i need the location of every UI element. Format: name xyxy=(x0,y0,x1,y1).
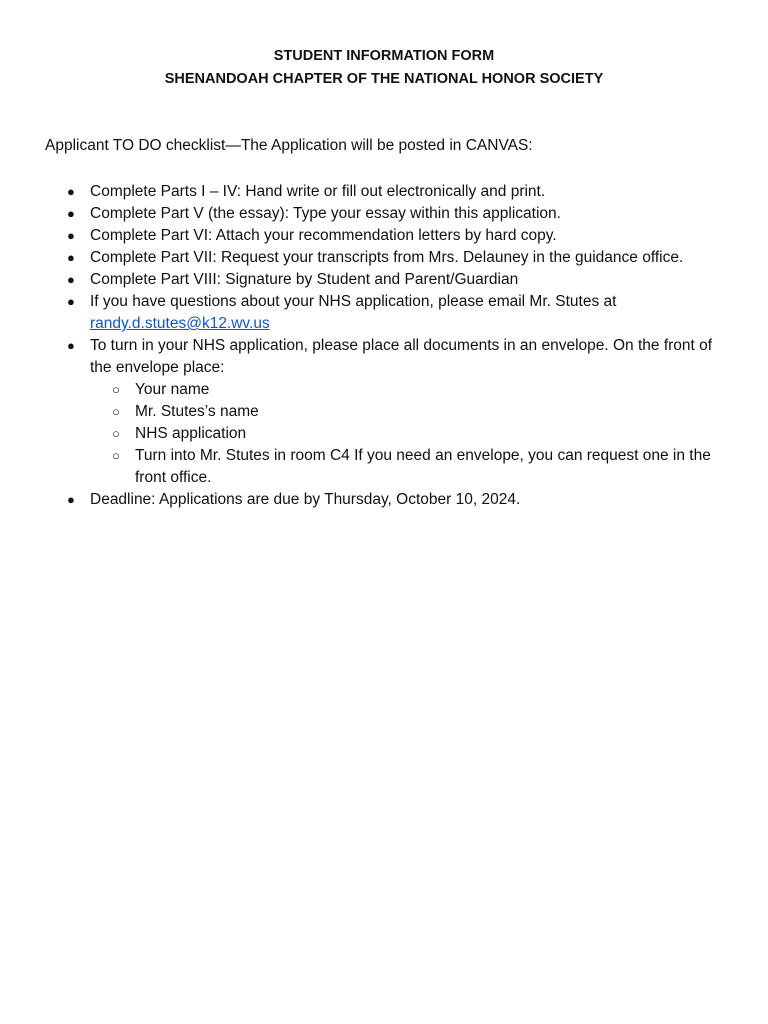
checklist-item-text: Complete Parts I – IV: Hand write or fill out electronically and print. xyxy=(90,183,546,200)
checklist-item-deadline xyxy=(45,489,735,511)
form-subtitle: SHENANDOAH CHAPTER OF THE NATIONAL HONOR SOCIETY xyxy=(164,71,604,87)
hollow-bullet-icon: ○ xyxy=(112,382,120,397)
envelope-item-text: Turn into Mr. Stutes in room C4 If you need an envelope, you can request one in the front office. xyxy=(135,447,711,486)
checklist-intro: Applicant TO DO checklist—The Application will be posted in CANVAS: xyxy=(45,137,533,154)
bullet-icon: ● xyxy=(67,492,75,507)
checklist-item-turn-in xyxy=(45,335,735,489)
bullet-icon: ● xyxy=(67,338,75,353)
hollow-bullet-icon: ○ xyxy=(112,404,120,419)
checklist-item-text: Complete Part VIII: Signature by Student and Parent/Guardian xyxy=(90,271,519,288)
envelope-item-text: Mr. Stutes’s name xyxy=(135,403,259,420)
envelope-item-text: Your name xyxy=(135,381,210,398)
envelope-item-text: NHS application xyxy=(135,425,247,442)
envelope-item xyxy=(90,379,735,401)
email-link[interactable]: randy.d.stutes@k12.wv.us xyxy=(90,315,270,332)
checklist-item xyxy=(45,225,735,247)
envelope-sublist xyxy=(90,379,735,489)
todo-checklist xyxy=(45,181,735,511)
checklist-item-text: Complete Part VII: Request your transcripts from Mrs. Delauney in the guidance office. xyxy=(90,249,684,266)
envelope-item xyxy=(90,423,735,445)
envelope-item xyxy=(90,445,735,489)
checklist-item xyxy=(45,203,735,225)
bullet-icon: ● xyxy=(67,294,75,309)
questions-text: If you have questions about your NHS application, please email Mr. Stutes at xyxy=(90,293,617,310)
checklist-item xyxy=(45,247,735,269)
bullet-icon: ● xyxy=(67,272,75,287)
envelope-item xyxy=(90,401,735,423)
checklist-item xyxy=(45,269,735,291)
deadline-text: Deadline: Applications are due by Thursday, October 10, 2024. xyxy=(90,491,521,508)
checklist-item-questions xyxy=(45,291,735,335)
bullet-icon: ● xyxy=(67,206,75,221)
bullet-icon: ● xyxy=(67,228,75,243)
hollow-bullet-icon: ○ xyxy=(112,448,120,463)
checklist-item-text: Complete Part VI: Attach your recommendation letters by hard copy. xyxy=(90,227,557,244)
bullet-icon: ● xyxy=(67,250,75,265)
hollow-bullet-icon: ○ xyxy=(112,426,120,441)
form-title: STUDENT INFORMATION FORM xyxy=(273,48,495,64)
checklist-item-text: Complete Part V (the essay): Type your essay within this application. xyxy=(90,205,561,222)
checklist-item xyxy=(45,181,735,203)
bullet-icon: ● xyxy=(67,184,75,199)
turn-in-text: To turn in your NHS application, please place all documents in an envelope. On the front of the envelope place: xyxy=(90,337,713,376)
